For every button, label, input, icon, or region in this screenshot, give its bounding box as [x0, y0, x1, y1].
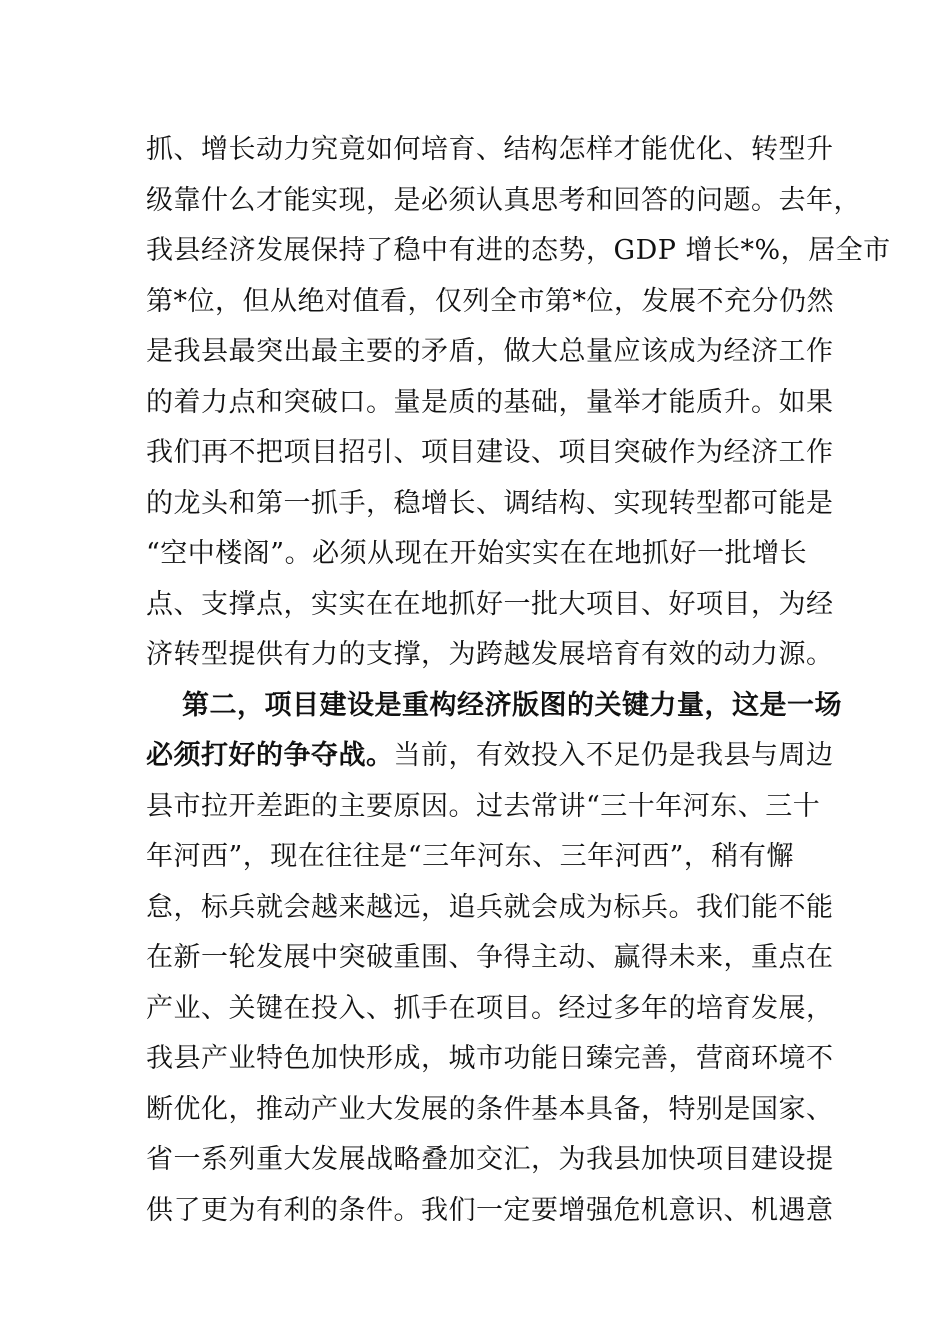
text-line: 我县产业特色加快形成，城市功能日臻完善，营商环境不 [146, 1043, 834, 1074]
text-line: 我县经济发展保持了稳中有进的态势，GDP 增长*%，居全市 [146, 235, 891, 266]
text-line: 的着力点和突破口。量是质的基础，量举才能质升。如果 [146, 386, 834, 418]
body-text [146, 125, 891, 1236]
text-line: 在新一轮发展中突破重围、争得主动、赢得未来，重点在 [146, 942, 834, 973]
section-heading-line: 必须打好的争夺战。当前，有效投入不足仍是我县与周边 [146, 740, 834, 771]
text-line: 级靠什么才能实现，是必须认真思考和回答的问题。去年， [146, 184, 861, 216]
text-line: “空中楼阁”。必须从现在开始实实在在地抓好一批增长 [146, 538, 808, 569]
text-line: 供了更为有利的条件。我们一定要增强危机意识、机遇意 [146, 1194, 834, 1226]
text-line: 的龙头和第一抓手，稳增长、调结构、实现转型都可能是 [146, 487, 834, 519]
text-line: 年河西”，现在往往是“三年河东、三年河西”，稍有懈 [146, 841, 794, 872]
text-line: 省一系列重大发展战略叠加交汇，为我县加快项目建设提 [146, 1144, 834, 1175]
section-heading-line [146, 681, 842, 732]
section-heading: 必须打好的争夺战。 [146, 740, 394, 771]
text-line: 济转型提供有力的支撑，为跨越发展培育有效的动力源。 [146, 639, 834, 670]
text-line: 县市拉开差距的主要原因。过去常讲“三十年河东、三十 [146, 790, 821, 822]
text-line: 是我县最突出最主要的矛盾，做大总量应该成为经济工作 [146, 336, 834, 367]
text-line: 产业、关键在投入、抓手在项目。经过多年的培育发展， [146, 992, 834, 1024]
text-line: 我们再不把项目招引、项目建设、项目突破作为经济工作 [146, 437, 834, 468]
text-line: 抓、增长动力究竟如何培育、结构怎样才能优化、转型升 [146, 134, 834, 165]
text-line: 断优化，推动产业大发展的条件基本具备，特别是国家、 [146, 1093, 834, 1125]
text-line: 怠，标兵就会越来越远，追兵就会成为标兵。我们能不能 [146, 891, 834, 923]
text-line: 第*位，但从绝对值看，仅列全市第*位，发展不充分仍然 [146, 285, 834, 317]
section-heading: 第二，项目建设是重构经济版图的关键力量，这是一场 [182, 689, 842, 721]
text-line: 点、支撑点，实实在在地抓好一批大项目、好项目，为经 [146, 588, 834, 620]
